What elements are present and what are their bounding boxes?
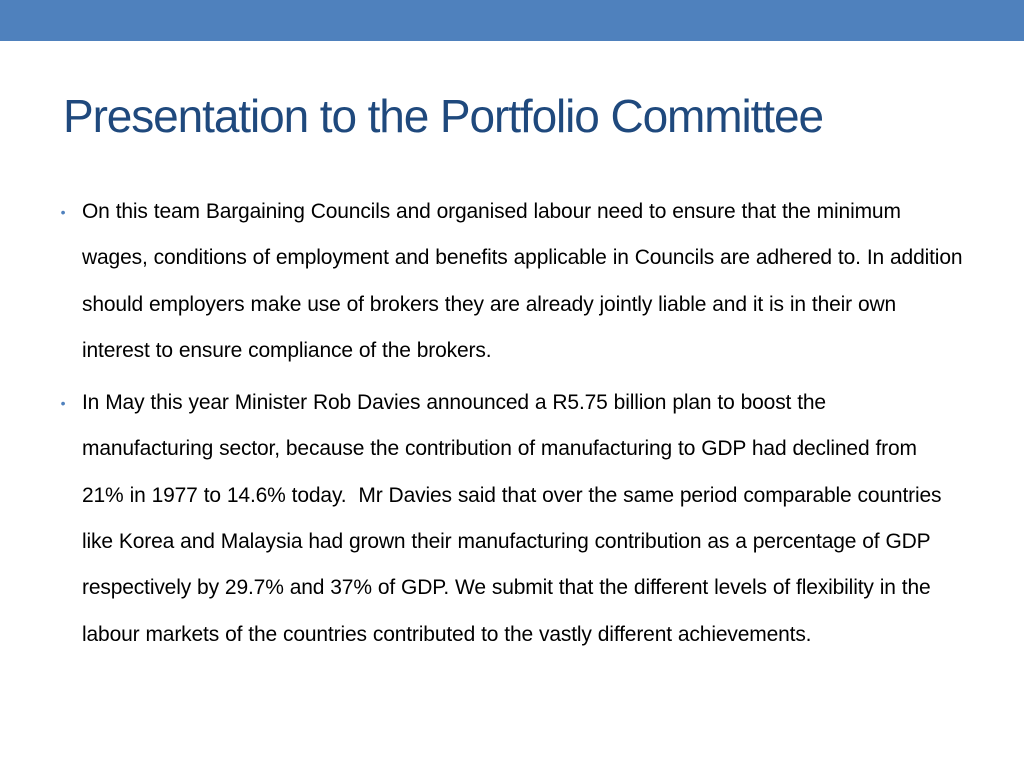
header-band	[0, 0, 1024, 41]
bullet-item	[60, 380, 963, 658]
bullet-item	[60, 189, 969, 374]
slide-title: Presentation to the Portfolio Committee	[63, 90, 823, 142]
bullet-list	[60, 189, 969, 658]
bullet-text: In May this year Minister Rob Davies announced a R5.75 billion plan to boost the manufacturing sector, because the contribution of manufacturing to GDP had declined from 21% in 1977 to 14.6% today. Mr Davies said that over the same period comparable countries like Korea and Malaysia had grown their manufacturing contribution as a percentage of GDP respectively by 29.7% and 37% of GDP. We submit that the different levels of flexibility in the labour markets of the countries contributed to the vastly different achievements.	[82, 391, 948, 646]
bullet-marker: •	[60, 395, 66, 412]
bullet-marker: •	[60, 204, 66, 220]
bullet-text: On this team Bargaining Councils and organised labour need to ensure that the minimum wages, conditions of employment and benefits applicable in Councils are adhered to. In addition should employers make use of brokers they are already jointly liable and it is in their own interest to ensure compliance of the brokers.	[82, 200, 969, 362]
